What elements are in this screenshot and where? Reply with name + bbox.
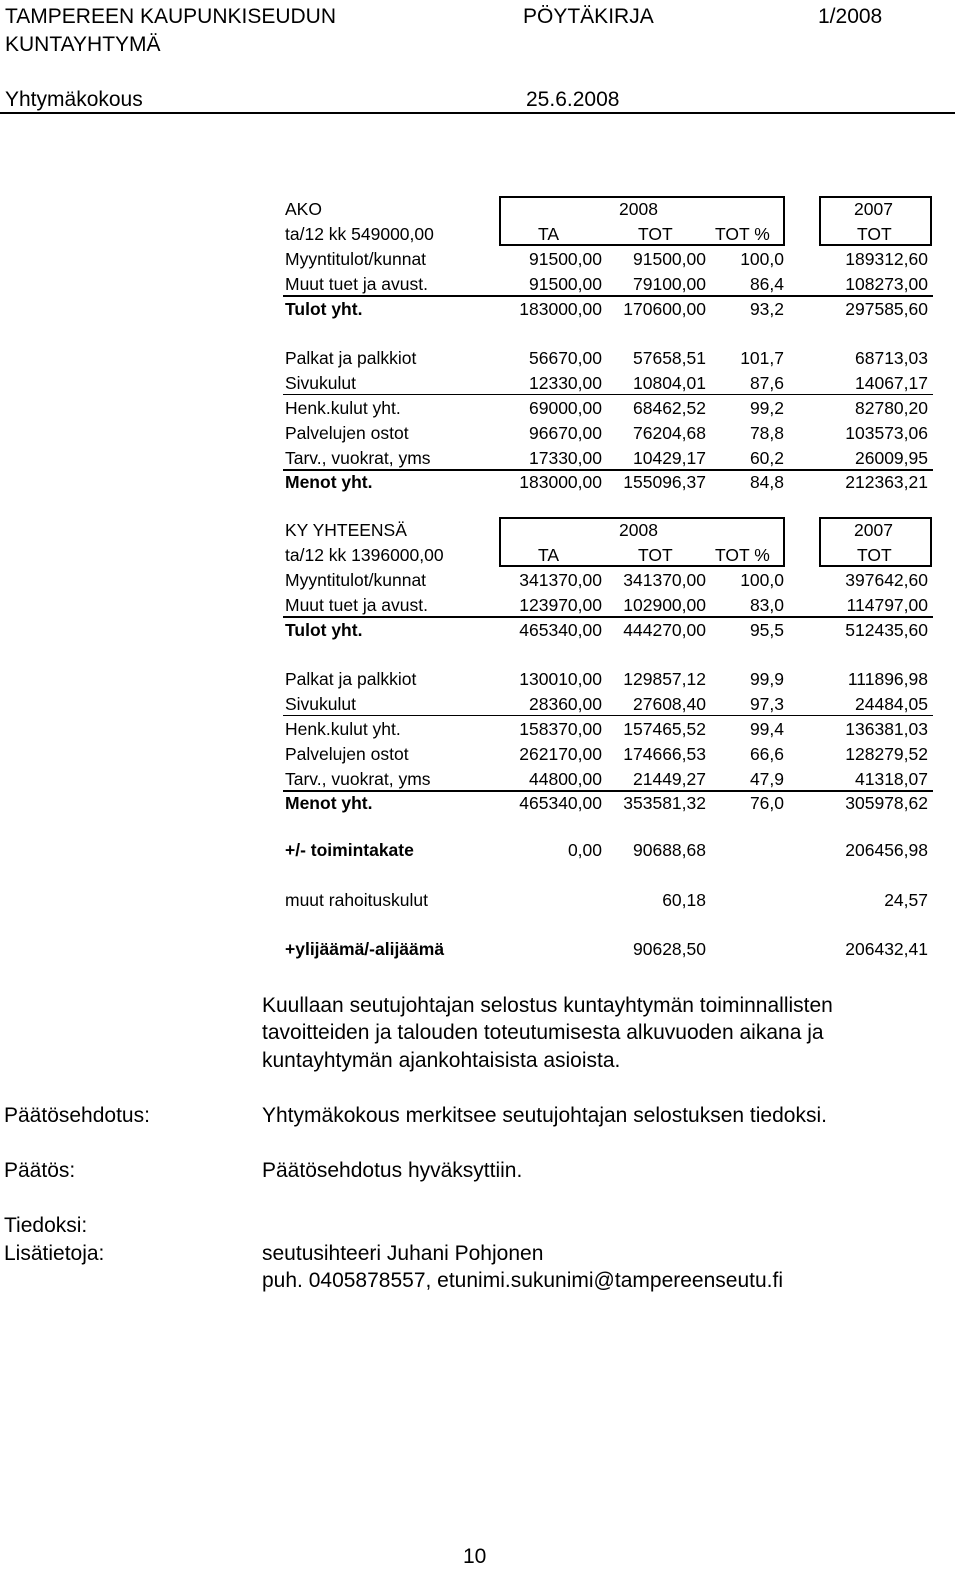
cell-pct: 99,9 [749,669,784,689]
cell-prev: 212363,21 [845,472,928,492]
ako-year-previous: 2007 [854,199,893,219]
row-label: +ylijäämä/-alijäämä [285,939,445,959]
cell-tot: 155096,37 [623,472,706,492]
cell-ta: 44800,00 [529,769,602,789]
col-tot-prev: TOT [857,545,892,565]
cell-ta: 0,00 [567,840,602,860]
proposal-text: Yhtymäkokous merkitsee seutujohtajan selostuksen tiedoksi. [262,1104,827,1127]
cell-prev: 14067,17 [855,373,928,393]
cell-pct: 99,2 [749,398,784,418]
row-label: Tulot yht. [285,299,363,319]
table-row [283,618,933,643]
cell-tot: 170600,00 [623,299,706,319]
col-tot-pct: TOT % [715,545,770,565]
ky-title: KY YHTEENSÄ [285,520,407,540]
cell-prev: 512435,60 [845,620,928,640]
row-label: +/- toimintakate [285,840,414,860]
cell-prev: 24,57 [884,890,928,910]
page-number: 10 [463,1545,487,1568]
cell-tot: 102900,00 [623,595,706,615]
contact-details: puh. 0405878557, etunimi.sukunimi@tampereenseutu.fi [262,1269,783,1292]
table-row [283,421,933,446]
decision-text: Päätösehdotus hyväksyttiin. [262,1159,523,1182]
ylijaama-row [283,937,933,962]
more-info-label: Lisätietoja: [4,1242,105,1265]
ky-year-current: 2008 [619,520,658,540]
cell-ta: 96670,00 [529,423,602,443]
table-row [283,272,933,297]
org-name-line2: KUNTAYHTYMÄ [5,33,161,56]
cell-tot: 174666,53 [623,744,706,764]
table-row [283,396,933,421]
cell-pct: 47,9 [749,769,784,789]
ky-header-row-1 [283,518,933,543]
cell-prev: 68713,03 [855,348,928,368]
cell-pct: 93,2 [749,299,784,319]
ky-year-previous: 2007 [854,520,893,540]
row-label: Palvelujen ostot [285,423,409,443]
table-row [283,346,933,371]
cell-pct: 66,6 [749,744,784,764]
cell-prev: 206456,98 [845,840,928,860]
row-label: Tarv., vuokrat, yms [285,769,431,789]
info-label: Tiedoksi: [4,1214,88,1237]
cell-tot: 91500,00 [633,249,706,269]
ako-title: AKO [285,199,322,219]
cell-tot: 90628,50 [633,939,706,959]
ky-table [283,517,933,817]
cell-prev: 41318,07 [855,769,928,789]
col-ta: TA [538,224,560,244]
col-tot-prev: TOT [857,224,892,244]
row-label: Sivukulut [285,373,357,393]
ako-year-current: 2008 [619,199,658,219]
row-label: Palkat ja palkkiot [285,669,417,689]
table-row [283,692,933,717]
meeting-name: Yhtymäkokous [5,88,143,111]
table-row [283,247,933,272]
cell-ta: 91500,00 [529,249,602,269]
decision-label: Päätös: [4,1159,76,1182]
cell-pct: 101,7 [740,348,784,368]
table-row [283,371,933,396]
cell-prev: 305978,62 [845,793,928,813]
cell-prev: 397642,60 [845,570,928,590]
table-row [283,297,933,322]
row-label: Myyntitulot/kunnat [285,570,427,590]
cell-prev: 82780,20 [855,398,928,418]
cell-ta: 158370,00 [519,719,602,739]
row-label: Muut tuet ja avust. [285,595,428,615]
meeting-date: 25.6.2008 [526,88,620,111]
row-label: Tarv., vuokrat, yms [285,448,431,468]
toimintakate-row [283,838,933,863]
intro-line-1: Kuullaan seutujohtajan selostus kuntayhtymän toiminnallisten [262,994,833,1017]
cell-ta: 17330,00 [529,448,602,468]
doc-number: 1/2008 [818,5,883,28]
table-row [283,767,933,792]
cell-pct: 95,5 [749,620,784,640]
cell-pct: 87,6 [749,373,784,393]
cell-prev: 26009,95 [855,448,928,468]
row-label: Palkat ja palkkiot [285,348,417,368]
cell-prev: 189312,60 [845,249,928,269]
cell-ta: 341370,00 [519,570,602,590]
row-label: Myyntitulot/kunnat [285,249,427,269]
table-row [283,791,933,816]
intro-line-2: tavoitteiden ja talouden toteutumisesta alkuvuoden aikana ja [262,1021,824,1044]
summary-table [283,838,933,968]
cell-prev: 114797,00 [846,595,928,615]
cell-tot: 129857,12 [623,669,706,689]
cell-pct: 99,4 [749,719,784,739]
cell-prev: 108273,00 [845,274,928,294]
cell-tot: 10429,17 [633,448,706,468]
cell-tot: 57658,51 [633,348,706,368]
doc-type: PÖYTÄKIRJA [523,5,654,28]
org-name-line1: TAMPEREEN KAUPUNKISEUDUN [5,5,336,28]
cell-tot: 90688,68 [633,840,706,860]
cell-ta: 56670,00 [529,348,602,368]
cell-ta: 130010,00 [519,669,602,689]
cell-prev: 24484,05 [855,694,928,714]
contact-name: seutusihteeri Juhani Pohjonen [262,1242,544,1265]
ky-header-row-2 [283,543,933,568]
cell-tot: 10804,01 [633,373,706,393]
rahoituskulut-row [283,888,933,913]
row-label: Sivukulut [285,694,357,714]
ako-subtitle: ta/12 kk 549000,00 [285,224,434,244]
cell-pct: 84,8 [749,472,784,492]
cell-ta: 91500,00 [529,274,602,294]
cell-tot: 157465,52 [623,719,706,739]
row-label: Henk.kulut yht. [285,719,401,739]
row-label: Henk.kulut yht. [285,398,401,418]
row-label: Palvelujen ostot [285,744,409,764]
cell-tot: 68462,52 [633,398,706,418]
row-label: Tulot yht. [285,620,363,640]
cell-ta: 465340,00 [519,620,602,640]
col-ta: TA [538,545,560,565]
cell-pct: 78,8 [749,423,784,443]
ako-table [283,196,933,496]
cell-tot: 76204,68 [633,423,706,443]
table-row [283,742,933,767]
cell-prev: 136381,03 [845,719,928,739]
cell-prev: 297585,60 [845,299,928,319]
cell-ta: 12330,00 [529,373,602,393]
cell-prev: 128279,52 [845,744,928,764]
row-label: Muut tuet ja avust. [285,274,428,294]
cell-tot: 27608,40 [633,694,706,714]
header-rule [0,112,955,114]
table-row [283,593,933,618]
cell-pct: 100,0 [740,570,784,590]
ky-subtitle: ta/12 kk 1396000,00 [285,545,444,565]
cell-tot: 60,18 [662,890,706,910]
cell-ta: 123970,00 [519,595,602,615]
cell-ta: 465340,00 [519,793,602,813]
cell-pct: 86,4 [749,274,784,294]
col-tot-pct: TOT % [715,224,770,244]
cell-prev: 206432,41 [845,939,928,959]
ako-header-row-1 [283,197,933,222]
cell-prev: 103573,06 [845,423,928,443]
row-label: Menot yht. [285,793,373,813]
cell-tot: 353581,32 [623,793,706,813]
col-tot: TOT [638,224,673,244]
cell-tot: 79100,00 [633,274,706,294]
col-tot: TOT [638,545,673,565]
row-label: Menot yht. [285,472,373,492]
table-row [283,446,933,471]
intro-line-3: kuntayhtymän ajankohtaisista asioista. [262,1049,621,1072]
cell-ta: 28360,00 [529,694,602,714]
cell-tot: 444270,00 [623,620,706,640]
table-row [283,717,933,742]
cell-ta: 183000,00 [519,299,602,319]
cell-ta: 69000,00 [529,398,602,418]
cell-prev: 111896,98 [847,669,928,689]
cell-ta: 262170,00 [519,744,602,764]
cell-pct: 83,0 [749,595,784,615]
row-label: muut rahoituskulut [285,890,428,910]
table-row [283,470,933,495]
cell-pct: 76,0 [749,793,784,813]
cell-pct: 60,2 [749,448,784,468]
cell-tot: 341370,00 [623,570,706,590]
cell-tot: 21449,27 [633,769,706,789]
ako-header-row-2 [283,222,933,247]
cell-pct: 97,3 [749,694,784,714]
proposal-label: Päätösehdotus: [4,1104,150,1127]
table-row [283,667,933,692]
cell-pct: 100,0 [740,249,784,269]
table-row [283,568,933,593]
cell-ta: 183000,00 [519,472,602,492]
